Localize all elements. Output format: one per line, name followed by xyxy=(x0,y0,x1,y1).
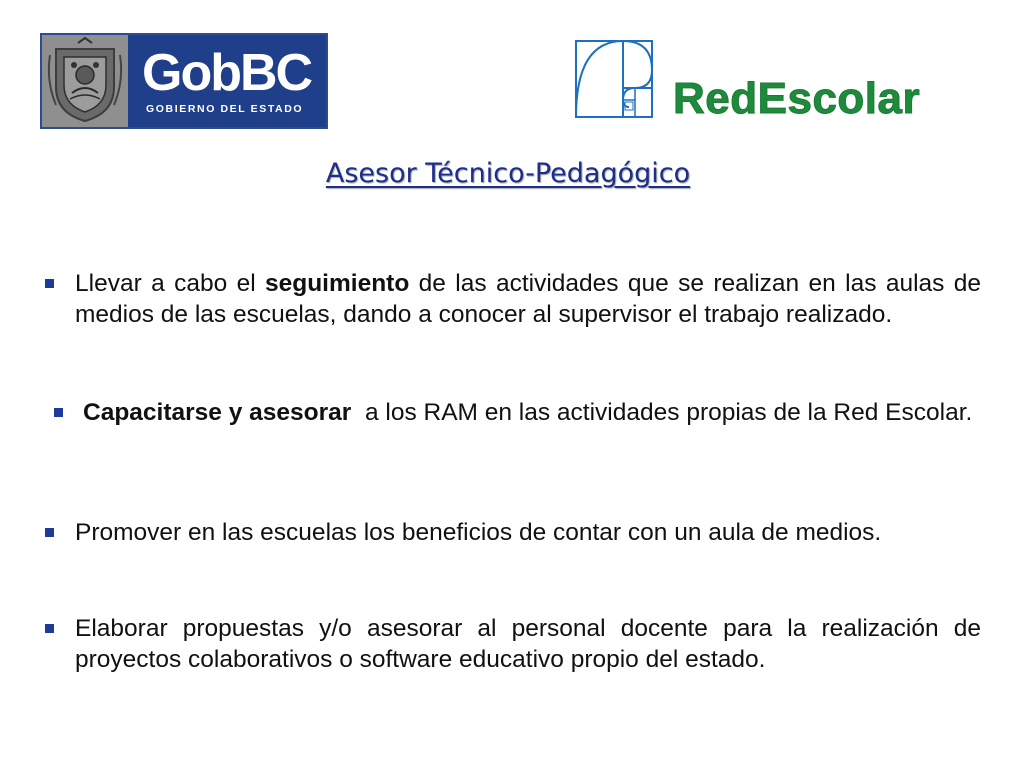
bullet-text-bold: Capacitarse y asesorar xyxy=(83,399,352,426)
redescolar-wordmark-red: Red xyxy=(673,74,758,123)
bullet-item xyxy=(75,517,967,548)
gobbc-subtitle: GOBIERNO DEL ESTADO xyxy=(146,103,304,115)
redescolar-logo xyxy=(575,40,985,124)
redescolar-wordmark-escolar: Escolar xyxy=(757,74,921,123)
bullet-text xyxy=(83,399,972,426)
state-seal-icon xyxy=(42,35,128,127)
bullet-text: Elaborar propuestas y/o asesorar al personal docente para la realización de proyectos colaborativos o software educativo propio del estado. xyxy=(75,615,981,673)
square-bullet-icon xyxy=(45,279,54,288)
gobbc-wordmark: GobBC xyxy=(142,44,312,102)
square-bullet-icon xyxy=(45,624,54,633)
redescolar-wordmark xyxy=(673,72,920,126)
gobbc-text-panel xyxy=(128,35,326,127)
gobbc-logo xyxy=(40,33,328,129)
bullet-item xyxy=(83,397,975,428)
square-bullet-icon xyxy=(45,528,54,537)
bullet-text xyxy=(75,270,981,328)
bullet-item xyxy=(75,268,981,330)
bullet-text: Promover en las escuelas los beneficios de contar con un aula de medios. xyxy=(75,519,882,546)
bullet-text-pre: Llevar a cabo el xyxy=(75,270,265,297)
square-bullet-icon xyxy=(54,408,63,417)
golden-spiral-icon xyxy=(575,40,653,120)
bullet-text-bold: seguimiento xyxy=(265,270,410,297)
bullet-text-post: de las actividades que se realizan en las aulas de medios de las escuelas, dando a conocer al supervisor el trabajo realizado. xyxy=(75,270,981,328)
bullet-item xyxy=(75,613,981,675)
slide-title: Asesor Técnico-Pedagógico xyxy=(325,158,691,189)
bullet-text-post: a los RAM en las actividades propias de la Red Escolar. xyxy=(351,399,973,426)
